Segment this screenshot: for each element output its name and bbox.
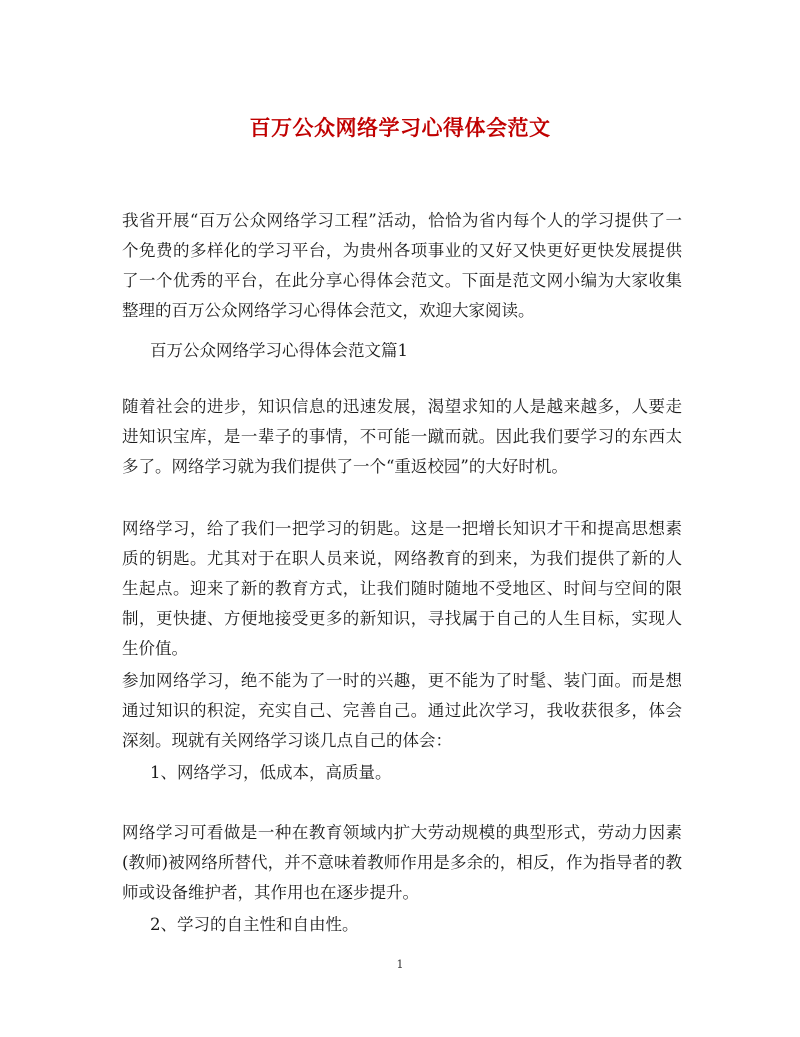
document-title: 百万公众网络学习心得体会范文 [249,115,551,140]
body-paragraph-3: 参加网络学习，绝不能为了一时的兴趣，更不能为了时髦、装门面。而是想通过知识的积淀，充实自己、完善自己。通过此次学习，我收获很多，体会深刻。现就有关网络学习谈几点自己的体会： [122,671,682,750]
body-paragraph-2: 网络学习，给了我们一把学习的钥匙。这是一把增长知识才干和提高思想素质的钥匙。尤其对于在职人员来说，网络教育的到来，为我们提供了新的人生起点。迎来了新的教育方式，让我们随时随地不受地区、时间与空间的限制，更快捷、方便地接受更多的新知识，寻找属于自己的人生目标，实现人生价值。 [122,519,682,658]
list-item-1: 1、网络学习，低成本，高质量。 [150,763,392,782]
section-heading: 百万公众网络学习心得体会范文篇1 [150,341,408,360]
body-paragraph-1: 随着社会的进步，知识信息的迅速发展，渴望求知的人是越来越多，人要走进知识宝库，是一辈子的事情，不可能一蹴而就。因此我们要学习的东西太多了。网络学习就为我们提供了一个“重返校园”的大好时机。 [122,397,682,476]
page-number: 1 [396,958,404,971]
list-item-2: 2、学习的自主性和自由性。 [150,915,359,934]
body-paragraph-4: 网络学习可看做是一种在教育领域内扩大劳动规模的典型形式，劳动力因素(教师)被网络所替代，并不意味着教师作用是多余的，相反，作为指导者的教师或设备维护者，其作用也在逐步提升。 [122,823,682,902]
intro-paragraph: 我省开展“百万公众网络学习工程”活动，恰恰为省内每个人的学习提供了一个免费的多样化的学习平台，为贵州各项事业的又好又快更好更快发展提供了一个优秀的平台，在此分享心得体会范文。下面是范文网小编为大家收集整理的百万公众网络学习心得体会范文，欢迎大家阅读。 [122,211,682,320]
